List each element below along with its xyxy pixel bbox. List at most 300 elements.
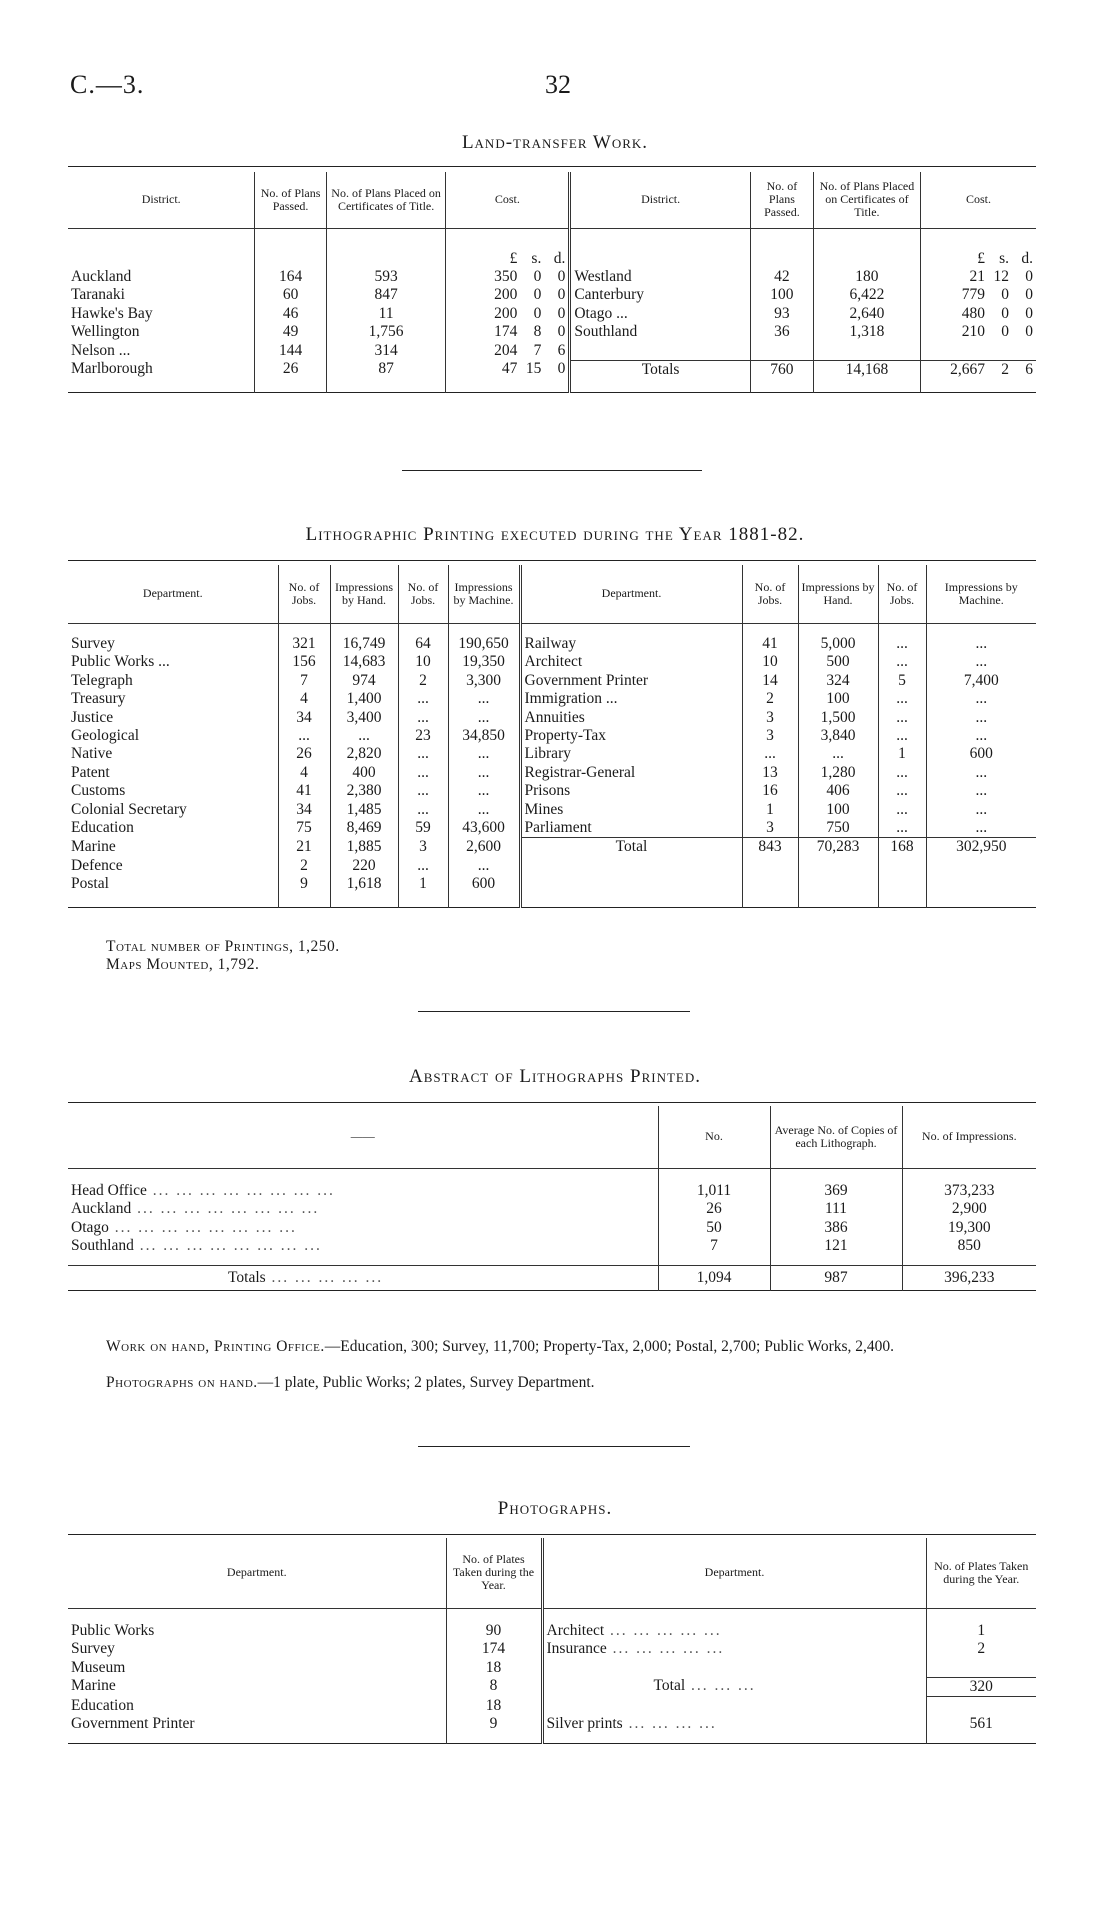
cost-d: 0 (1025, 323, 1033, 341)
col-department-2: Department. (520, 565, 742, 623)
cost-units (446, 228, 570, 268)
cost-l: 779 (961, 286, 985, 304)
impressions-machine: 19,350 (448, 653, 520, 671)
table-row (68, 323, 1036, 341)
col-average-copies: Average No. of Copies of each Lithograph. (770, 1106, 902, 1168)
blank (926, 894, 1036, 908)
table-row (68, 1697, 1036, 1715)
land-transfer-table (68, 172, 1036, 393)
cost-s: 12 (993, 268, 1009, 285)
impressions-hand: 8,469 (330, 819, 398, 838)
jobs-machine: ... (878, 764, 926, 782)
department-cell (68, 875, 278, 893)
department-cell (68, 745, 278, 763)
blank (398, 894, 448, 908)
cost-cell (446, 268, 570, 286)
jobs-machine: ... (878, 782, 926, 800)
cost-l: 47 (501, 360, 518, 378)
blank (902, 1256, 1036, 1266)
table-row (68, 1640, 1036, 1658)
blank (926, 1697, 1036, 1715)
impressions-hand: 500 (798, 653, 878, 671)
jobs-machine: ... (398, 782, 448, 800)
total-impressions-machine: 302,950 (926, 838, 1036, 857)
plans-passed: 26 (255, 360, 326, 379)
blank (446, 1733, 542, 1743)
leader-dots: ... ... ... (685, 1677, 756, 1695)
cost-d: 0 (557, 304, 566, 322)
land-transfer-header-row (68, 172, 1036, 228)
office-cell (68, 1200, 658, 1218)
cost-d: 0 (557, 323, 566, 341)
department-name: Survey (71, 635, 115, 652)
cost-s: 0 (1001, 304, 1009, 322)
impressions-hand: 974 (330, 672, 398, 690)
cost-cell (920, 305, 1036, 323)
litho-title: Lithographic Printing executed during the Year 1881-82. (305, 524, 805, 545)
cost-d: 0 (1025, 304, 1033, 322)
plans-passed: 49 (255, 323, 326, 341)
totals-label: Totals (641, 360, 680, 378)
count: 26 (658, 1200, 770, 1218)
table-row (68, 360, 1036, 379)
abstract-table (68, 1106, 1036, 1291)
jobs-hand: 7 (278, 672, 330, 690)
impressions-machine: ... (975, 763, 988, 781)
department-cell (68, 727, 278, 745)
total-jobs-machine: 168 (878, 838, 926, 857)
table-row (68, 764, 1036, 782)
count: 50 (658, 1219, 770, 1237)
cost-l: 200 (494, 286, 518, 304)
impressions-hand: 2,380 (330, 782, 398, 800)
total-label-cell (542, 1677, 926, 1696)
plans-placed: 1,318 (813, 323, 920, 341)
blank (926, 1608, 1036, 1622)
land-transfer-body (68, 228, 1036, 393)
plates: 18 (446, 1697, 542, 1715)
impressions-machine: ... (975, 653, 988, 671)
impressions-machine: 3,300 (448, 672, 520, 690)
blank (926, 623, 1036, 635)
blank (542, 1659, 926, 1677)
jobs-hand: 34 (278, 801, 330, 819)
leader-dots: ... ... ... ... ... (606, 1640, 725, 1658)
blank (326, 379, 446, 393)
department-cell (68, 672, 278, 690)
district-cell (68, 286, 255, 304)
impressions-machine: 7,400 (963, 671, 999, 689)
leader-dots: ... ... ... ... ... ... ... ... (146, 1182, 335, 1199)
document-reference: C.—3. (70, 70, 145, 99)
jobs-hand: 10 (742, 653, 798, 671)
blank (330, 894, 398, 908)
blank (878, 857, 926, 875)
plans-passed: 93 (750, 305, 813, 323)
plans-placed: 593 (326, 268, 446, 286)
total-label-cell (520, 838, 742, 857)
blank (542, 1733, 926, 1743)
department-cell (68, 764, 278, 782)
bottom-rule-row (68, 1733, 1036, 1743)
district-cell (570, 323, 751, 341)
department-cell (542, 1640, 926, 1658)
page-header (70, 70, 1040, 110)
blank (798, 857, 878, 875)
plates: 90 (446, 1622, 542, 1640)
leader-dots: ... ... ... ... (622, 1715, 717, 1733)
cost-cell (446, 342, 570, 360)
cost-s: 7 (533, 341, 542, 359)
plates: 174 (446, 1640, 542, 1658)
totals-average: 987 (770, 1266, 902, 1291)
cost-l: 210 (961, 323, 985, 341)
jobs-hand: 26 (278, 745, 330, 763)
litho-table (68, 565, 1036, 908)
col-impressions: No. of Impressions. (921, 1129, 1017, 1144)
spacer-row (68, 1608, 1036, 1622)
impressions-machine: ... (975, 690, 988, 708)
impressions: 2,900 (951, 1200, 987, 1218)
jobs-hand: 14 (742, 672, 798, 690)
cost-l: 350 (494, 268, 518, 285)
blank (742, 623, 798, 635)
jobs-machine: 1 (878, 745, 926, 763)
table-row (68, 1715, 1036, 1733)
impressions: 19,300 (947, 1218, 991, 1236)
col-blank: —— (68, 1106, 658, 1168)
total-printings-note: Total number of Printings, 1,250. (106, 938, 340, 955)
department-cell (520, 782, 742, 800)
jobs-machine: ... (878, 801, 926, 819)
col-department: Department. (68, 1538, 446, 1608)
table-row (68, 782, 1036, 800)
leader-dots: ... ... ... ... ... ... ... ... (131, 1200, 320, 1218)
plans-placed: 87 (326, 360, 446, 379)
office-name: Auckland (71, 1200, 132, 1218)
leader-dots: ... ... ... ... ... (604, 1622, 722, 1639)
blank (255, 228, 326, 268)
impressions-machine: ... (448, 782, 520, 800)
blank (68, 228, 255, 268)
department-cell (520, 764, 742, 782)
jobs-hand: 34 (278, 709, 330, 727)
district-name: Taranaki (71, 286, 125, 304)
cost-s: 0 (1001, 286, 1009, 304)
col-impressions-hand: Impressions by Hand. (330, 565, 398, 623)
count: 1,011 (658, 1182, 770, 1200)
department-cell (68, 1659, 446, 1677)
jobs-machine: ... (878, 653, 926, 671)
cost-s: 0 (533, 286, 542, 304)
table-row (68, 1622, 1036, 1640)
table-row (68, 709, 1036, 727)
department-name: Parliament (524, 819, 592, 837)
table-row (68, 1182, 1036, 1200)
department-cell (68, 1640, 446, 1658)
cost-cell (446, 305, 570, 323)
jobs-machine: ... (878, 635, 926, 653)
blank (68, 1168, 658, 1182)
impressions-hand: 16,749 (330, 635, 398, 653)
jobs-hand: 2 (742, 690, 798, 708)
cost-l: 2,667 (950, 360, 985, 378)
district-name: Westland (574, 268, 632, 285)
department-name: Survey (71, 1640, 115, 1658)
total-label: Total (653, 1677, 686, 1695)
table-row (68, 1200, 1036, 1218)
department-cell (68, 635, 278, 653)
department-name: Patent (71, 763, 110, 781)
section-divider (418, 1011, 690, 1012)
district-name: Auckland (71, 268, 132, 285)
abstract-body (68, 1168, 1036, 1291)
col-department-2: Department. (542, 1538, 926, 1608)
spacer-row (68, 1168, 1036, 1182)
jobs-hand: 41 (742, 635, 798, 653)
impressions-machine: ... (448, 801, 520, 819)
office-cell (68, 1219, 658, 1237)
cost-l: 174 (494, 323, 518, 341)
cost-d: 0 (1025, 268, 1033, 285)
impressions-machine: 34,850 (448, 727, 520, 745)
department-name: Marine (71, 837, 116, 855)
col-plans-passed-2: No. of Plans Passed. (750, 172, 813, 228)
table-row (68, 672, 1036, 690)
average-copies: 369 (770, 1182, 902, 1200)
impressions-hand: 1,400 (330, 690, 398, 708)
col-impressions-machine-2: Impressions by Machine. (944, 579, 1018, 607)
impressions-hand: 750 (798, 819, 878, 838)
department-cell (68, 1622, 446, 1640)
col-district-2: District. (570, 172, 751, 228)
impressions-hand: 220 (330, 857, 398, 875)
jobs-machine: ... (398, 690, 448, 708)
table-row (68, 1219, 1036, 1237)
work-on-hand-lead: Work on hand, Printing Office. (106, 1338, 325, 1355)
table-row (68, 305, 1036, 323)
totals-impressions: 396,233 (944, 1269, 995, 1287)
cost-d: 0 (557, 286, 566, 304)
plans-placed: 180 (813, 268, 920, 286)
jobs-machine: ... (878, 819, 926, 838)
cost-d: 6 (557, 341, 566, 359)
table-row (68, 727, 1036, 745)
unit-s: s. (531, 249, 542, 267)
totals-label-cell (68, 1266, 658, 1291)
plans-passed: 42 (750, 268, 813, 286)
col-plans-placed: No. of Plans Placed on Certificates of Title. (326, 172, 446, 228)
unit-l: £ (977, 249, 985, 267)
jobs-machine: 5 (878, 672, 926, 690)
impressions-machine: ... (975, 819, 988, 837)
impressions-machine: 2,600 (448, 838, 520, 857)
impressions-hand: 1,618 (330, 875, 398, 893)
photographs-on-hand-text: —1 plate, Public Works; 2 plates, Survey Department. (257, 1374, 595, 1391)
photographs-on-hand-lead: Photographs on hand. (106, 1374, 258, 1391)
plans-passed: 164 (255, 268, 326, 286)
department-cell (68, 1697, 446, 1715)
department-name: Native (71, 745, 113, 763)
plans-placed: 1,756 (326, 323, 446, 341)
blank (920, 379, 1036, 393)
jobs-machine: 1 (398, 875, 448, 893)
department-name: Government Printer (524, 671, 649, 689)
cost-cell (446, 323, 570, 341)
blank (813, 379, 920, 393)
impressions-hand: 1,280 (798, 764, 878, 782)
col-cost-2: Cost. (965, 192, 991, 207)
blank (920, 342, 1036, 360)
department-name: Government Printer (71, 1715, 195, 1733)
blank (448, 894, 520, 908)
photographs-title: Photographs. (497, 1498, 613, 1519)
col-jobs-machine: No. of Jobs. (398, 565, 448, 623)
department-name: Public Works (71, 1622, 155, 1639)
office-name: Otago (71, 1218, 109, 1236)
department-name: Prisons (524, 782, 571, 800)
district-name: Nelson ... (71, 341, 131, 359)
jobs-hand: 3 (742, 709, 798, 727)
spacer-row (68, 623, 1036, 635)
blank (742, 894, 798, 908)
cost-cell (446, 360, 570, 379)
department-cell (68, 709, 278, 727)
impressions-machine: ... (975, 800, 988, 818)
col-plans-placed-2: No. of Plans Placed on Certificates of Title. (813, 172, 920, 228)
impressions-hand: 2,820 (330, 745, 398, 763)
impressions-hand: 1,885 (330, 838, 398, 857)
impressions: 850 (957, 1237, 981, 1255)
blank (446, 379, 570, 393)
department-name: Library (524, 745, 571, 763)
department-cell (520, 653, 742, 671)
cost-cell (920, 323, 1036, 341)
jobs-machine: ... (398, 745, 448, 763)
impressions-hand: 100 (798, 690, 878, 708)
jobs-machine: 10 (398, 653, 448, 671)
department-name: Postal (71, 875, 109, 893)
department-cell (520, 727, 742, 745)
plans-passed: 46 (255, 305, 326, 323)
jobs-hand: 4 (278, 764, 330, 782)
table-row (68, 838, 1036, 857)
jobs-machine: 59 (398, 819, 448, 838)
department-cell (68, 653, 278, 671)
blank (520, 875, 742, 893)
department-name: Architect (546, 1622, 605, 1639)
blank (878, 623, 926, 635)
department-cell (542, 1622, 926, 1640)
impressions-hand: 3,840 (798, 727, 878, 745)
totals-row (68, 1266, 1036, 1291)
cost-units-row (68, 228, 1036, 268)
district-cell (570, 305, 751, 323)
table-row (68, 875, 1036, 893)
plans-placed: 11 (326, 305, 446, 323)
table-rule-top (68, 1534, 1036, 1535)
blank (278, 623, 330, 635)
jobs-machine: ... (878, 690, 926, 708)
col-jobs-machine-2: No. of Jobs. (878, 565, 926, 623)
work-on-hand-note (68, 1338, 1036, 1356)
impressions-hand: 3,400 (330, 709, 398, 727)
cost-s: 0 (533, 268, 542, 285)
impressions-machine: ... (975, 635, 988, 652)
plates: 8 (446, 1677, 542, 1696)
department-cell (68, 838, 278, 857)
abstract-title: Abstract of Lithographs Printed. (408, 1066, 702, 1087)
table-row (68, 690, 1036, 708)
blank (68, 379, 255, 393)
district-name: Canterbury (574, 286, 645, 304)
department-name: Mines (524, 800, 564, 818)
district-name: Wellington (71, 323, 140, 341)
abstract-header-row (68, 1106, 1036, 1168)
plans-placed: 847 (326, 286, 446, 304)
department-cell (520, 635, 742, 653)
blank (798, 623, 878, 635)
col-impressions-machine: Impressions by Machine. (448, 565, 520, 623)
blank (902, 1168, 1036, 1182)
leader-dots: ... ... ... ... ... ... ... ... (108, 1218, 297, 1236)
total-impressions-hand: 70,283 (798, 838, 878, 857)
plans-passed: 36 (750, 323, 813, 341)
total-plates: 320 (926, 1677, 1036, 1696)
blank (750, 379, 813, 393)
table-row (68, 268, 1036, 286)
table-row (68, 342, 1036, 360)
jobs-hand: 3 (742, 727, 798, 745)
average-copies: 111 (770, 1200, 902, 1218)
photographs-table (68, 1538, 1036, 1744)
department-name: Architect (524, 653, 583, 671)
department-name: Geological (71, 727, 140, 745)
total-jobs-hand: 843 (742, 838, 798, 857)
jobs-machine: 23 (398, 727, 448, 745)
department-cell (68, 857, 278, 875)
table-row (68, 635, 1036, 653)
blank (813, 342, 920, 360)
blank (798, 894, 878, 908)
totals-label-cell (570, 360, 751, 379)
jobs-machine: 64 (398, 635, 448, 653)
cost-l: 480 (961, 304, 985, 322)
blank (926, 857, 1036, 875)
district-cell (570, 286, 751, 304)
office-cell (68, 1182, 658, 1200)
blank (570, 342, 751, 360)
blank (750, 342, 813, 360)
department-cell (68, 801, 278, 819)
jobs-hand: 3 (742, 819, 798, 838)
department-cell (68, 819, 278, 838)
table-row (68, 745, 1036, 763)
blank (398, 623, 448, 635)
plates: 18 (446, 1659, 542, 1677)
photographs-on-hand-note (106, 1374, 1036, 1392)
col-department: Department. (68, 565, 278, 623)
blank (798, 875, 878, 893)
cost-d: 0 (557, 360, 566, 378)
district-name: Hawke's Bay (71, 304, 153, 322)
work-on-hand-text: —Education, 300; Survey, 11,700; Property-Tax, 2,000; Postal, 2,700; Public Works, 2,400. (324, 1338, 895, 1355)
leader-dots: ... ... ... ... ... (265, 1269, 384, 1287)
unit-d: d. (1021, 249, 1033, 267)
blank (750, 228, 813, 268)
blank (770, 1168, 902, 1182)
blank (255, 379, 326, 393)
